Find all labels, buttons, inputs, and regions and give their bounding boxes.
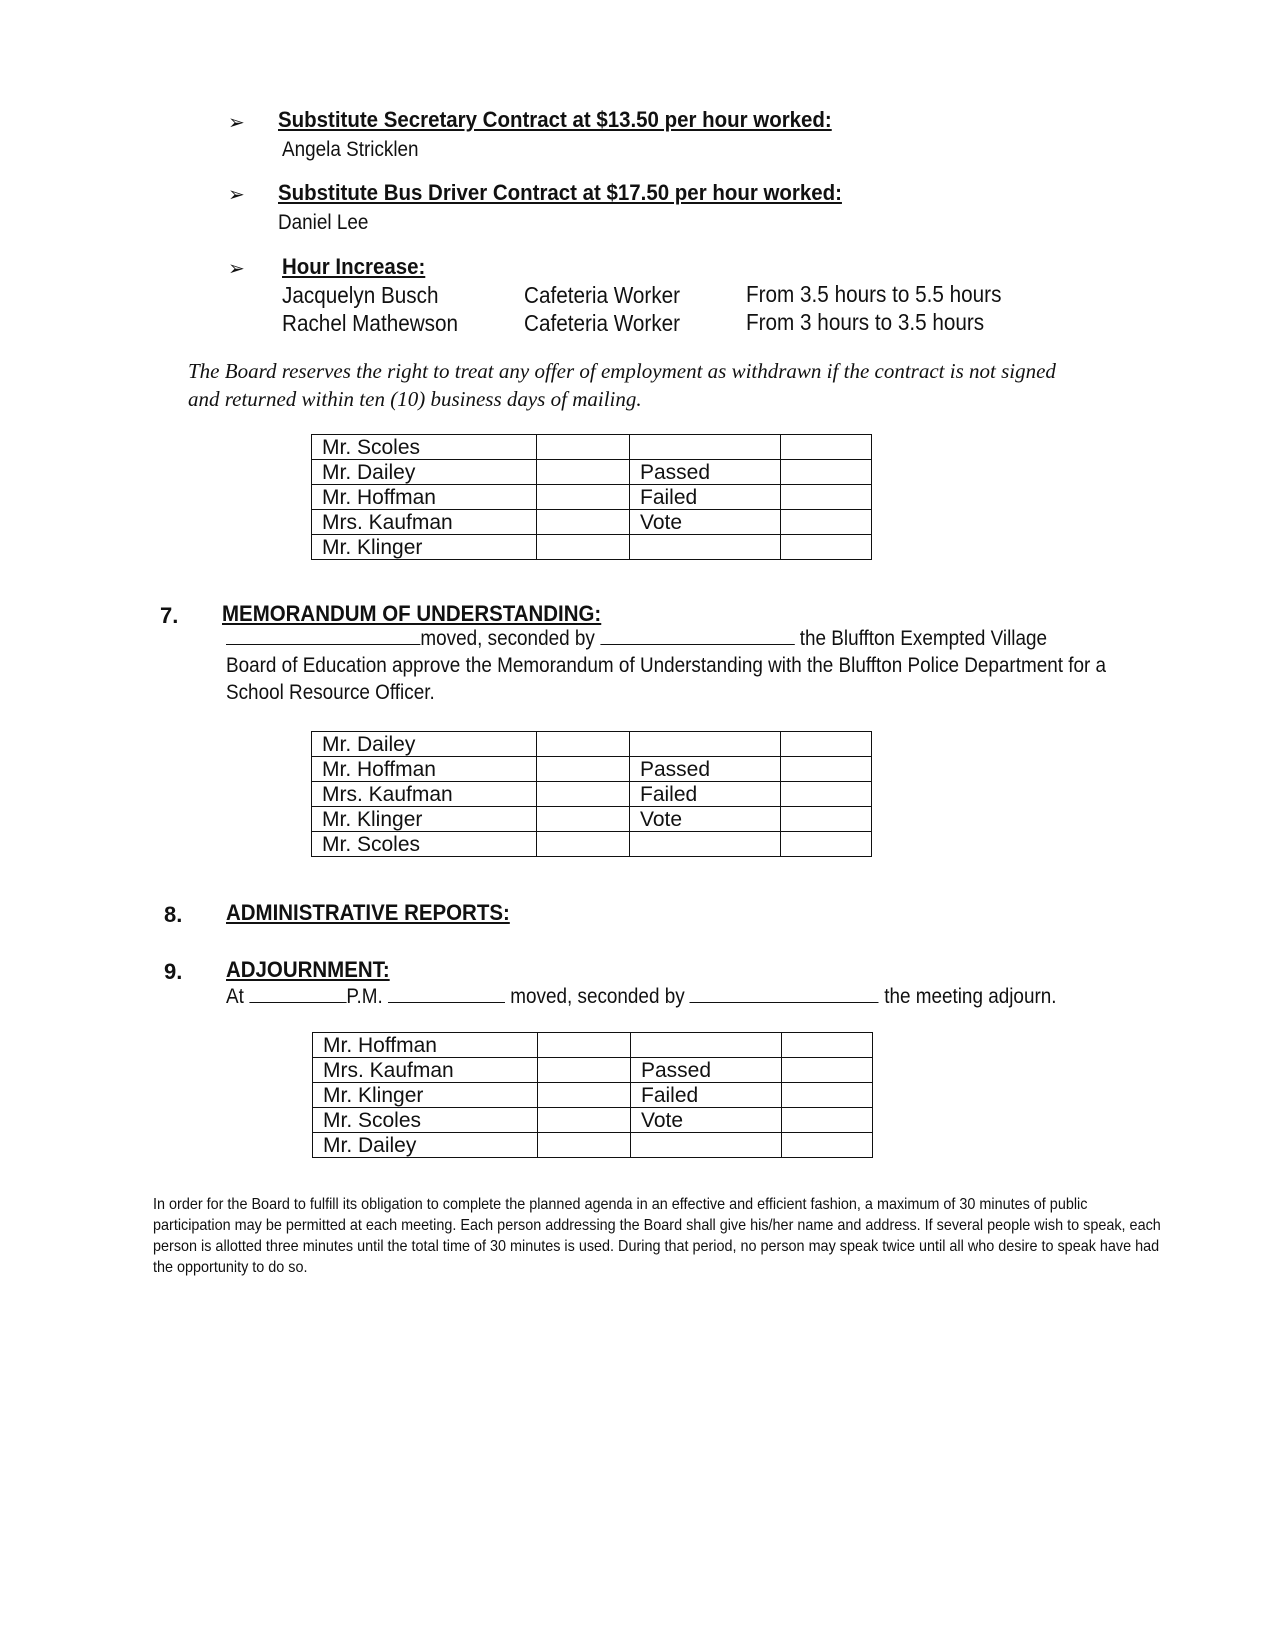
table-row xyxy=(312,460,872,485)
vote-cell xyxy=(537,435,630,460)
table-row xyxy=(313,1033,873,1058)
vote-result: Vote xyxy=(630,510,781,535)
hour-increase-name: Rachel Mathewson xyxy=(282,310,459,336)
table-row xyxy=(312,807,872,832)
seconder-blank xyxy=(690,982,879,1003)
vote-cell xyxy=(537,832,630,857)
adjournment-heading: ADJOURNMENT: xyxy=(226,957,390,982)
member-name: Mr. Dailey xyxy=(313,1133,538,1158)
bullet-arrow-icon: ➢ xyxy=(228,112,245,134)
vote-cell xyxy=(781,732,872,757)
item-number: 8. xyxy=(164,902,183,927)
vote-cell xyxy=(781,485,872,510)
bus-driver-contract-heading: Substitute Bus Driver Contract at $17.50 per hour worked: xyxy=(278,180,842,205)
item-number: 7. xyxy=(160,603,179,628)
member-name: Mr. Klinger xyxy=(312,807,537,832)
table-row xyxy=(313,1058,873,1083)
vote-cell xyxy=(781,460,872,485)
vote-cell xyxy=(537,510,630,535)
table-row xyxy=(313,1083,873,1108)
table-row xyxy=(312,485,872,510)
vote-result: Passed xyxy=(630,460,781,485)
vote-cell xyxy=(781,510,872,535)
vote-cell xyxy=(781,782,872,807)
hour-increase-heading: Hour Increase: xyxy=(282,254,426,279)
moved-text: moved, seconded by xyxy=(510,985,685,1008)
hour-increase-change: From 3 hours to 3.5 hours xyxy=(746,309,985,335)
memorandum-heading: MEMORANDUM OF UNDERSTANDING: xyxy=(222,601,602,626)
vote-result xyxy=(631,1033,782,1058)
bus-driver-name: Daniel Lee xyxy=(278,211,369,234)
table-row xyxy=(313,1108,873,1133)
vote-result xyxy=(630,832,781,857)
mover-blank xyxy=(388,982,505,1003)
vote-table-adjournment xyxy=(312,1032,873,1158)
vote-cell xyxy=(782,1058,873,1083)
vote-cell xyxy=(537,732,630,757)
vote-cell xyxy=(781,435,872,460)
member-name: Mr. Scoles xyxy=(312,832,537,857)
hour-increase-change: From 3.5 hours to 5.5 hours xyxy=(746,281,1002,307)
member-name: Mr. Klinger xyxy=(312,535,537,560)
member-name: Mr. Dailey xyxy=(312,460,537,485)
memorandum-motion-line: Board of Education approve the Memorandum of Understanding with the Bluffton Police Department for a xyxy=(226,654,1107,677)
item-number: 9. xyxy=(164,959,183,984)
member-name: Mr. Klinger xyxy=(313,1083,538,1108)
vote-result xyxy=(630,732,781,757)
member-name: Mr. Scoles xyxy=(313,1108,538,1133)
member-name: Mr. Hoffman xyxy=(313,1033,538,1058)
vote-cell xyxy=(781,832,872,857)
time-blank xyxy=(249,982,346,1003)
seconder-blank xyxy=(600,624,794,645)
moved-text: moved, seconded by xyxy=(420,627,595,650)
table-row xyxy=(312,782,872,807)
table-row xyxy=(312,757,872,782)
administrative-reports-heading: ADMINISTRATIVE REPORTS: xyxy=(226,900,510,925)
mover-blank xyxy=(226,624,420,645)
vote-cell xyxy=(537,757,630,782)
memorandum-motion-line: School Resource Officer. xyxy=(226,681,435,704)
vote-result: Failed xyxy=(630,782,781,807)
table-row xyxy=(312,510,872,535)
board-reservation-note: The Board reserves the right to treat any offer of employment as withdrawn if the contract is not signed and returned within ten (10) business days of mailing. xyxy=(188,359,1056,411)
vote-cell xyxy=(782,1133,873,1158)
vote-result xyxy=(631,1133,782,1158)
member-name: Mrs. Kaufman xyxy=(312,510,537,535)
adjournment-motion-line xyxy=(226,982,1057,1010)
secretary-contract-heading: Substitute Secretary Contract at $13.50 per hour worked: xyxy=(278,107,832,132)
vote-cell xyxy=(781,807,872,832)
vote-result: Vote xyxy=(631,1108,782,1133)
table-row xyxy=(313,1133,873,1158)
member-name: Mr. Hoffman xyxy=(312,757,537,782)
vote-table-memorandum xyxy=(311,731,872,857)
vote-cell xyxy=(537,807,630,832)
at-text: At xyxy=(226,985,244,1008)
member-name: Mr. Scoles xyxy=(312,435,537,460)
vote-cell xyxy=(537,535,630,560)
vote-cell xyxy=(781,535,872,560)
member-name: Mr. Hoffman xyxy=(312,485,537,510)
hour-increase-position: Cafeteria Worker xyxy=(524,310,681,336)
vote-cell xyxy=(782,1033,873,1058)
hour-increase-name: Jacquelyn Busch xyxy=(282,282,439,308)
vote-cell xyxy=(538,1083,631,1108)
member-name: Mrs. Kaufman xyxy=(313,1058,538,1083)
table-row xyxy=(312,535,872,560)
adjourn-text: the meeting adjourn. xyxy=(884,985,1057,1008)
vote-result: Failed xyxy=(630,485,781,510)
memorandum-motion-line xyxy=(226,624,1047,652)
public-participation-policy: In order for the Board to fulfill its obligation to complete the planned agenda in an effective and efficient fashion, a maximum of 30 minutes of public participation may be permitted at each meeting. Each person addressing the Board shall give his/her name and address. If several people wish to speak, each person is allotted three minutes until the total time of 30 minutes is used. During that period, no person may speak twice until all who desire to speak have had the opportunity to do so. xyxy=(153,1196,1161,1276)
bullet-arrow-icon: ➢ xyxy=(228,184,245,206)
vote-result: Passed xyxy=(630,757,781,782)
vote-cell xyxy=(782,1108,873,1133)
vote-cell xyxy=(538,1058,631,1083)
vote-cell xyxy=(782,1083,873,1108)
hour-increase-position: Cafeteria Worker xyxy=(524,282,681,308)
vote-cell xyxy=(538,1033,631,1058)
vote-result: Failed xyxy=(631,1083,782,1108)
member-name: Mr. Dailey xyxy=(312,732,537,757)
secretary-name: Angela Stricklen xyxy=(282,138,419,161)
vote-cell xyxy=(538,1133,631,1158)
vote-cell xyxy=(538,1108,631,1133)
vote-result: Passed xyxy=(631,1058,782,1083)
vote-cell xyxy=(781,757,872,782)
table-row xyxy=(312,435,872,460)
vote-result: Vote xyxy=(630,807,781,832)
pm-text: P.M. xyxy=(346,985,383,1008)
table-row xyxy=(312,832,872,857)
bullet-arrow-icon: ➢ xyxy=(228,258,245,280)
vote-result xyxy=(630,535,781,560)
vote-table-staffing xyxy=(311,434,872,560)
vote-cell xyxy=(537,485,630,510)
vote-cell xyxy=(537,460,630,485)
motion-line-end: the Bluffton Exempted Village xyxy=(799,627,1048,650)
vote-result xyxy=(630,435,781,460)
member-name: Mrs. Kaufman xyxy=(312,782,537,807)
table-row xyxy=(312,732,872,757)
vote-cell xyxy=(537,782,630,807)
